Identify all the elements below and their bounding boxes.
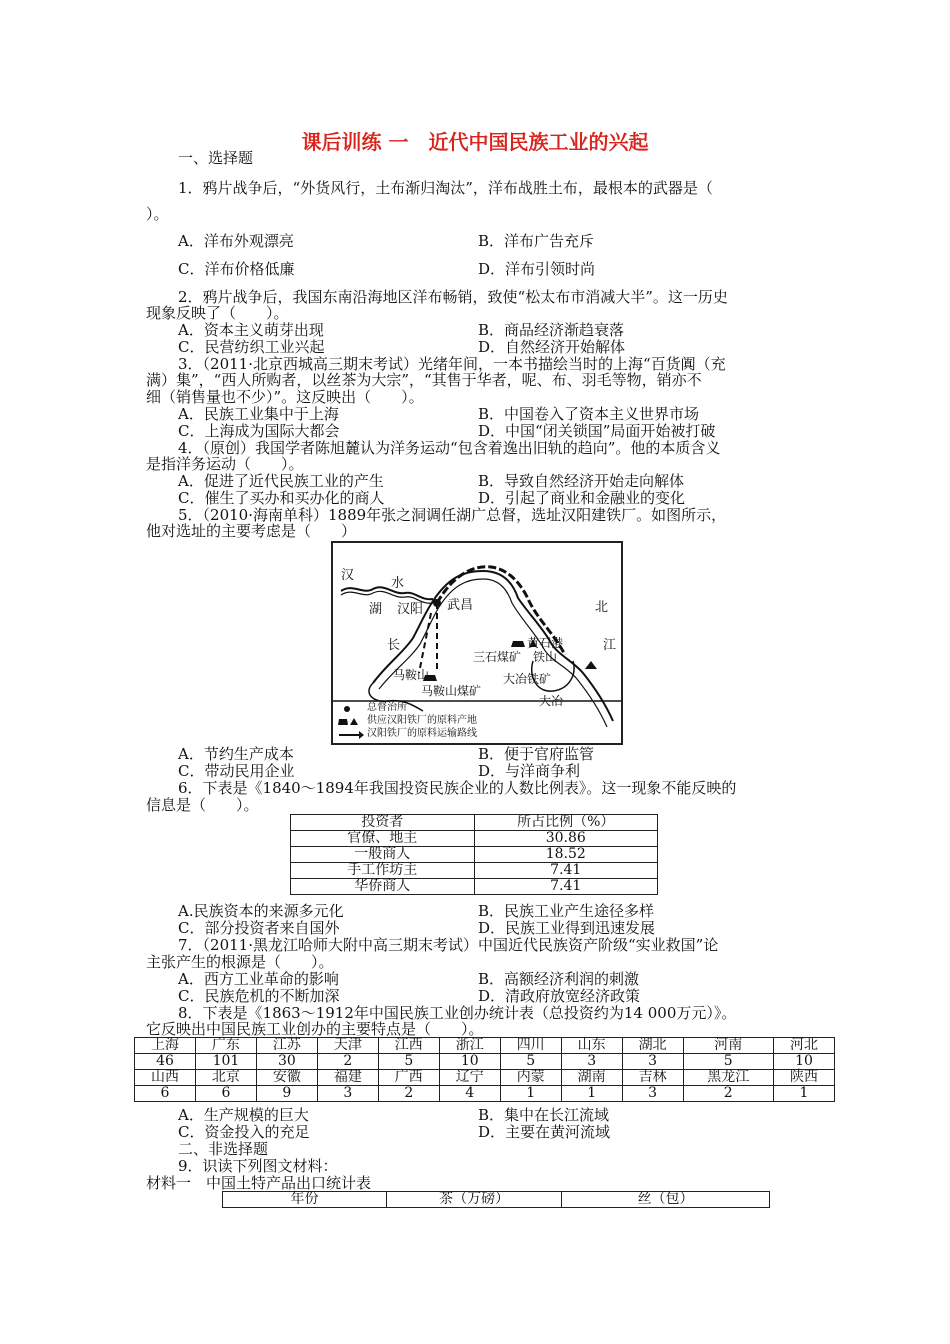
table-cell: 手工作坊主 [291, 863, 475, 879]
q1-option-c[interactable]: C．洋布价格低廉 [178, 260, 295, 278]
q7-option-a[interactable]: A．西方工业革命的影响 [178, 970, 339, 988]
table-cell: 陕西 [773, 1070, 834, 1086]
q2-option-a[interactable]: A．资本主义萌芽出现 [178, 321, 324, 339]
q4-option-d[interactable]: D．引起了商业和金融业的变化 [478, 489, 686, 507]
table-cell: 上海 [135, 1038, 196, 1054]
q1-stem-line1: 1．鸦片战争后，“外货风行，土布渐归淘汰”，洋布战胜土布，最根本的武器是（ [178, 179, 713, 197]
q2-stem-line2: 现象反映了（ ）。 [146, 304, 289, 322]
q4-option-b[interactable]: B．导致自然经济开始走向解体 [478, 472, 685, 490]
map-label-bei: 北 [595, 600, 609, 615]
table-cell: 河北 [773, 1038, 834, 1054]
q4-stem-line1: 4．（原创）我国学者陈旭麓认为洋务运动“包含着逸出旧轨的趋向”。他的本质含义 [178, 439, 721, 457]
q7-stem-line2: 主张产生的根源是（ ）。 [146, 953, 334, 971]
table-cell: 河南 [683, 1038, 773, 1054]
table-cell: 福建 [317, 1070, 378, 1086]
map-label-han: 汉 [341, 568, 355, 583]
map-label-wuchang: 武昌 [447, 598, 474, 613]
q5-option-d[interactable]: D．与洋商争利 [478, 762, 581, 780]
q6-option-d[interactable]: D．民族工业得到迅速发展 [478, 919, 656, 937]
table-cell: 4 [439, 1086, 500, 1102]
export-stats-table [222, 1191, 770, 1208]
table-cell: 辽宁 [439, 1070, 500, 1086]
table-row [135, 1070, 835, 1086]
industry-stats-table [134, 1037, 835, 1102]
hanyang-ironworks-map [331, 541, 623, 745]
q5-stem-line1: 5．（2010·海南单科）1889年张之洞调任湖广总督，选址汉阳建铁厂。如图所示， [178, 506, 727, 524]
table-cell: 浙江 [439, 1038, 500, 1054]
table-row [291, 879, 658, 895]
map-label-maanshan: 马鞍山 [393, 668, 430, 682]
table-header: 茶（万磅） [387, 1192, 562, 1208]
map-label-shui: 水 [391, 576, 405, 591]
table-cell: 山东 [561, 1038, 622, 1054]
table-header: 所占比例（%） [474, 815, 658, 831]
table-cell: 7.41 [474, 863, 658, 879]
map-label-chang: 长 [387, 638, 401, 653]
legend-capital-label: 总督治所 [367, 702, 407, 713]
table-cell: 10 [439, 1054, 500, 1070]
table-cell: 2 [317, 1054, 378, 1070]
table-row [291, 831, 658, 847]
table-cell: 10 [773, 1054, 834, 1070]
q2-option-b[interactable]: B．商品经济渐趋衰落 [478, 321, 625, 339]
q3-option-c[interactable]: C．上海成为国际大都会 [178, 422, 340, 440]
table-row [135, 1054, 835, 1070]
q2-option-d[interactable]: D．自然经济开始解体 [478, 338, 626, 356]
table-header-row [223, 1192, 770, 1208]
table-cell: 一般商人 [291, 847, 475, 863]
table-header: 年份 [223, 1192, 387, 1208]
table-header: 投资者 [291, 815, 475, 831]
q3-option-b[interactable]: B．中国卷入了资本主义世界市场 [478, 405, 700, 423]
table-cell: 2 [683, 1086, 773, 1102]
table-cell: 山西 [135, 1070, 196, 1086]
q6-stem-line1: 6．下表是《1840～1894年我国投资民族企业的人数比例表》。这一现象不能反映的 [178, 779, 737, 797]
table-cell: 官僚、地主 [291, 831, 475, 847]
page-title: 课后训练 一 近代中国民族工业的兴起 [301, 130, 649, 154]
table-cell: 3 [561, 1054, 622, 1070]
q1-stem-line2: ）。 [146, 205, 169, 223]
q3-option-d[interactable]: D．中国“闭关锁国”局面开始被打破 [478, 422, 716, 440]
table-cell: 9 [256, 1086, 317, 1102]
q5-stem-line2: 他对选址的主要考虑是（ ） [146, 522, 357, 540]
table-cell: 安徽 [256, 1070, 317, 1086]
table-cell: 广东 [195, 1038, 256, 1054]
q8-stem-line2: 它反映出中国民族工业创办的主要特点是（ ）。 [146, 1020, 484, 1038]
map-label-hu: 湖 [369, 602, 383, 617]
q3-option-a[interactable]: A．民族工业集中于上海 [178, 405, 339, 423]
q8-option-c[interactable]: C．资金投入的充足 [178, 1123, 310, 1141]
table-cell: 5 [683, 1054, 773, 1070]
q9-material1-caption: 材料一 中国土特产品出口统计表 [146, 1174, 372, 1192]
table-cell: 6 [195, 1086, 256, 1102]
table-cell: 7.41 [474, 879, 658, 895]
q7-option-b[interactable]: B．高额经济利润的刺激 [478, 970, 640, 988]
table-cell: 湖北 [622, 1038, 683, 1054]
investor-ratio-table [290, 814, 658, 895]
q6-stem-line2: 信息是（ ）。 [146, 796, 259, 814]
q5-option-c[interactable]: C．带动民用企业 [178, 762, 295, 780]
table-header-row [291, 815, 658, 831]
legend-mine-label: 供应汉阳铁厂的原料产地 [367, 715, 477, 726]
table-cell: 6 [135, 1086, 196, 1102]
table-header: 丝（包） [562, 1192, 770, 1208]
q7-option-c[interactable]: C．民族危机的不断加深 [178, 987, 340, 1005]
table-row [291, 847, 658, 863]
q2-stem-line1: 2．鸦片战争后，我国东南沿海地区洋布畅销，致使“松太布市消减大半”。这一历史 [178, 288, 728, 306]
legend-capital-icon [344, 706, 350, 712]
table-cell: 30 [256, 1054, 317, 1070]
table-cell: 四川 [500, 1038, 561, 1054]
map-label-jiang: 江 [603, 638, 617, 653]
q4-stem-line2: 是指洋务运动（ ）。 [146, 455, 304, 473]
q2-option-c[interactable]: C．民营纺织工业兴起 [178, 338, 325, 356]
table-cell: 30.86 [474, 831, 658, 847]
table-cell: 3 [622, 1054, 683, 1070]
map-label-maanshan-coal-mine: 马鞍山煤矿 [421, 684, 482, 698]
q1-option-d[interactable]: D．洋布引领时尚 [478, 260, 596, 278]
q8-option-d[interactable]: D．主要在黄河流域 [478, 1123, 611, 1141]
table-cell: 北京 [195, 1070, 256, 1086]
section-nonchoice-heading: 二、非选择题 [178, 1140, 269, 1158]
table-cell: 湖南 [561, 1070, 622, 1086]
q6-option-a[interactable]: A.民族资本的来源多元化 [178, 902, 344, 920]
q8-option-a[interactable]: A．生产规模的巨大 [178, 1106, 309, 1124]
q6-option-b[interactable]: B．民族工业产生途径多样 [478, 902, 655, 920]
q7-option-d[interactable]: D．清政府放宽经济政策 [478, 987, 641, 1005]
table-cell: 101 [195, 1054, 256, 1070]
table-row [135, 1086, 835, 1102]
daye-mine-icon [585, 661, 597, 669]
q4-option-a[interactable]: A．促进了近代民族工业的产生 [178, 472, 384, 490]
table-cell: 3 [622, 1086, 683, 1102]
q5-option-b[interactable]: B．便于官府监管 [478, 745, 595, 763]
q7-stem-line1: 7．（2011·黑龙江哈师大附中高三期末考试）中国近代民族资产阶级“实业救国”论 [178, 936, 719, 954]
q3-stem-line3: 细（销售量也不少）”。这反映出（ ）。 [146, 388, 424, 406]
q8-option-b[interactable]: B．集中在长江流域 [478, 1106, 610, 1124]
table-row [135, 1038, 835, 1054]
q4-option-c[interactable]: C．催生了买办和买办化的商人 [178, 489, 385, 507]
table-cell: 1 [561, 1086, 622, 1102]
table-cell: 天津 [317, 1038, 378, 1054]
legend-mine-icon [338, 719, 348, 725]
table-cell: 18.52 [474, 847, 658, 863]
table-cell: 江西 [378, 1038, 439, 1054]
q1-option-b[interactable]: B．洋布广告充斥 [478, 232, 595, 250]
coal-mine-icon [511, 641, 525, 647]
table-cell: 5 [378, 1054, 439, 1070]
q3-stem-line2: 满）集”，“西人所购者，以丝茶为大宗”，“其售于华者，呢、布、羽毛等物，销亦不 [146, 371, 702, 389]
q1-option-a[interactable]: A．洋布外观漂亮 [178, 232, 294, 250]
table-cell: 黑龙江 [683, 1070, 773, 1086]
table-cell: 江苏 [256, 1038, 317, 1054]
q3-stem-line1: 3．（2011·北京西城高三期末考试）光绪年间，一本书描绘当时的上海“百货阗（充 [178, 355, 726, 373]
table-cell: 1 [500, 1086, 561, 1102]
table-row [291, 863, 658, 879]
map-label-daye: 大冶 [539, 694, 564, 708]
table-cell: 华侨商人 [291, 879, 475, 895]
table-cell: 广西 [378, 1070, 439, 1086]
q9-stem: 9．识读下列图文材料： [178, 1157, 338, 1175]
legend-route-label: 汉阳铁厂的原料运输路线 [367, 728, 477, 739]
q8-stem-line1: 8．下表是《1863～1912年中国民族工业创办统计表（总投资约为14 000万元）》。 [178, 1004, 737, 1022]
table-cell: 46 [135, 1054, 196, 1070]
table-cell: 吉林 [622, 1070, 683, 1086]
q6-option-c[interactable]: C．部分投资者来自国外 [178, 919, 340, 937]
table-cell: 2 [378, 1086, 439, 1102]
map-label-hanyang: 汉阳 [397, 602, 424, 617]
table-cell: 3 [317, 1086, 378, 1102]
table-cell: 5 [500, 1054, 561, 1070]
table-cell: 内蒙 [500, 1070, 561, 1086]
map-label-daye-iron-mine: 大冶铁矿 [503, 672, 552, 686]
map-label-sanshi-coal-mine: 三石煤矿 [473, 650, 522, 664]
map-label-tieshan: 铁山 [533, 650, 558, 664]
q5-option-a[interactable]: A．节约生产成本 [178, 745, 294, 763]
table-cell: 1 [773, 1086, 834, 1102]
map-label-huangshigang: 黄石港 [527, 636, 564, 650]
capital-marker-icon [433, 599, 441, 607]
section-choice-heading: 一、选择题 [178, 149, 254, 167]
